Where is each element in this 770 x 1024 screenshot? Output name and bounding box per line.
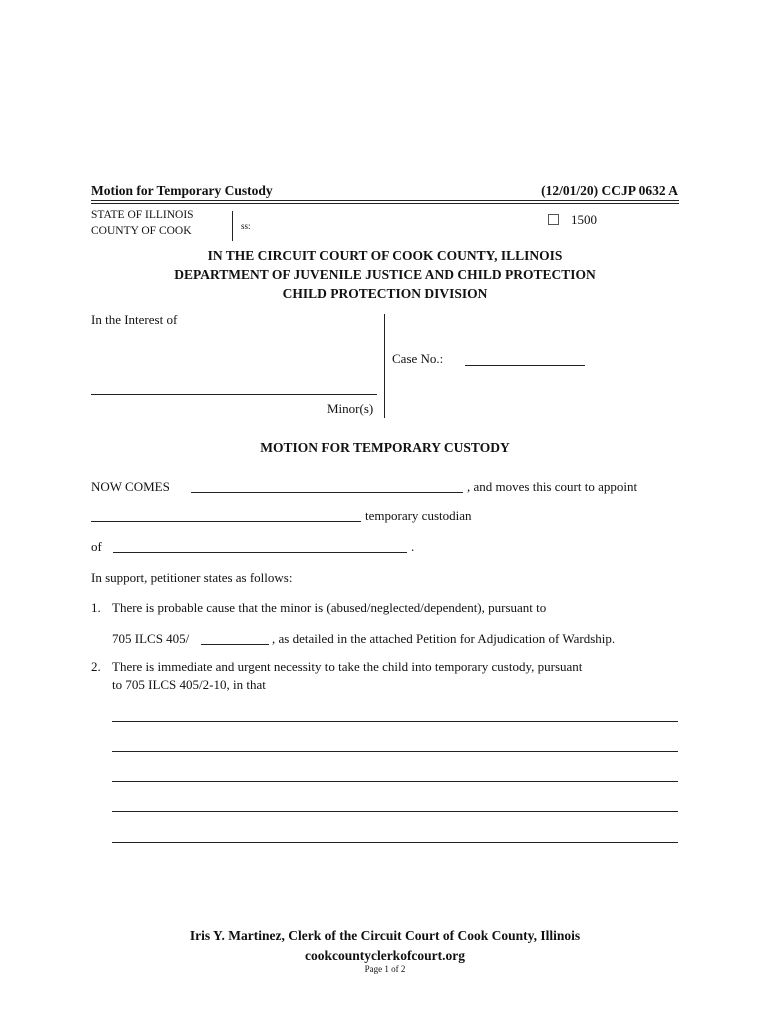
department-name: DEPARTMENT OF JUVENILE JUSTICE AND CHILD PROTECTION (174, 267, 596, 282)
reason-line-4[interactable] (112, 811, 678, 812)
of-period: . (411, 539, 415, 554)
clerk-name: Iris Y. Martinez, Clerk of the Circuit Court of Cook County, Illinois (189, 928, 581, 943)
moves-text: , and moves this court to appoint (467, 479, 638, 494)
calendar-number: 1500 (571, 212, 597, 227)
page-number: Page 1 of 2 (364, 964, 406, 974)
minor-name-field[interactable] (91, 394, 377, 395)
now-comes-label: NOW COMES (91, 479, 170, 494)
item1-text: There is probable cause that the minor is (abused/neglected/dependent), pursuant to (112, 600, 547, 615)
item2-text: There is immediate and urgent necessity to take the child into temporary custody, pursuant (112, 659, 583, 674)
ss-label: ss: (241, 221, 251, 231)
petitioner-field[interactable] (191, 492, 463, 493)
reason-line-5[interactable] (112, 842, 678, 843)
form-code: (12/01/20) CCJP 0632 A (541, 183, 678, 198)
item1-rest: , as detailed in the attached Petition for Adjudication of Wardship. (272, 631, 616, 646)
calendar-checkbox[interactable] (548, 214, 559, 225)
reason-line-2[interactable] (112, 751, 678, 752)
item2-number: 2. (91, 659, 101, 674)
state-label: STATE OF ILLINOIS (91, 209, 194, 221)
reason-line-1[interactable] (112, 721, 678, 722)
reason-line-3[interactable] (112, 781, 678, 782)
form-title: Motion for Temporary Custody (91, 183, 273, 198)
venue-bracket (232, 211, 233, 241)
of-label: of (91, 539, 102, 554)
minor-label: Minor(s) (327, 401, 374, 416)
header-rule-top (91, 200, 679, 201)
division-name: CHILD PROTECTION DIVISION (282, 286, 488, 301)
clerk-website: cookcountyclerkofcourt.org (304, 948, 466, 963)
county-label: COUNTY OF COOK (91, 225, 192, 237)
case-no-label: Case No.: (392, 351, 444, 366)
custodian-label: temporary custodian (365, 508, 472, 523)
court-name: IN THE CIRCUIT COURT OF COOK COUNTY, ILLINOIS (207, 248, 563, 263)
item1-statute: 705 ILCS 405/ (112, 631, 190, 646)
support-text: In support, petitioner states as follows: (91, 570, 293, 585)
case-no-field[interactable] (465, 365, 585, 366)
custodian-address-field[interactable] (113, 552, 407, 553)
statute-section-field[interactable] (201, 644, 269, 645)
header-rule-bottom (91, 203, 679, 204)
custodian-field[interactable] (91, 521, 361, 522)
item1-number: 1. (91, 600, 101, 615)
in-interest-label: In the Interest of (91, 312, 178, 327)
item2-text-continued: to 705 ILCS 405/2-10, in that (112, 677, 266, 692)
motion-title: MOTION FOR TEMPORARY CUSTODY (260, 440, 510, 455)
caption-divider (384, 314, 385, 418)
